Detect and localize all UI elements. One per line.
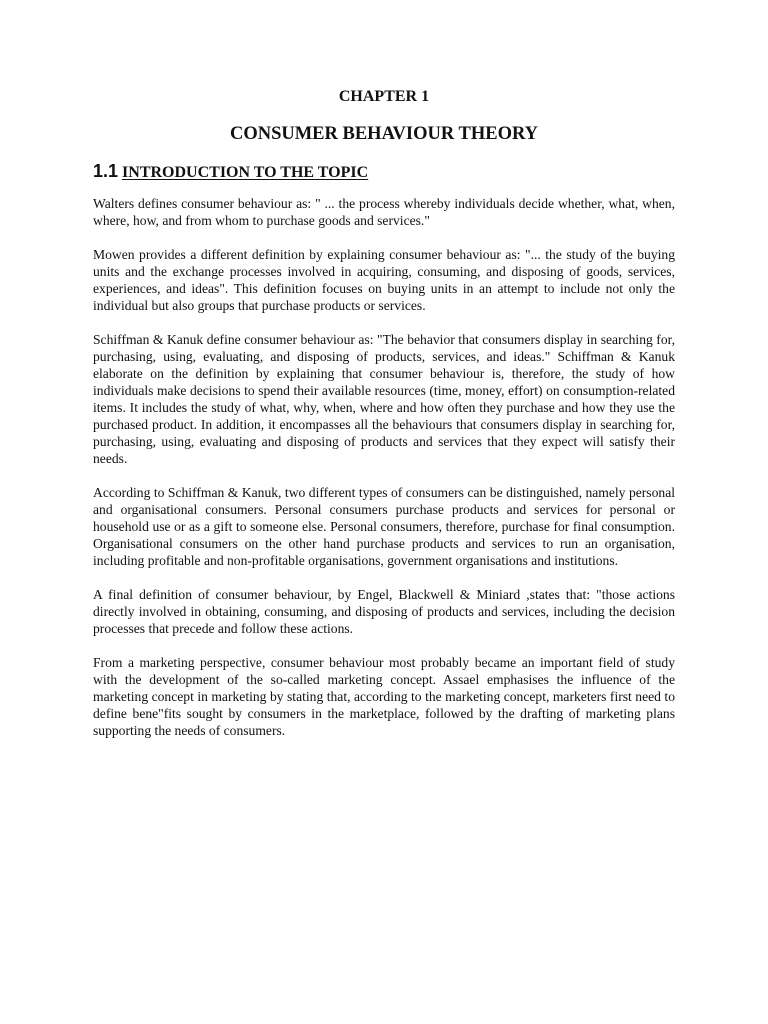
paragraph: Walters defines consumer behaviour as: " ... the process whereby individuals decide whether, what, when, where, how, and from whom to purchase goods and services." [93, 196, 675, 228]
paragraph: According to Schiffman & Kanuk, two different types of consumers can be distinguished, namely personal and organisational consumers. Personal consumers purchase products and services for personal or household use or as a gift to someone else. Personal consumers, therefore, purchase for final consumption. Organisational consumers on the other hand purchase products and services to run an organisation, including profitable and non-profitable organisations, government organisations and institutions. [93, 485, 675, 568]
paragraph: Mowen provides a different definition by explaining consumer behaviour as: "... the study of the buying units and the exchange processes involved in acquiring, consuming, and disposing of goods, services, experiences, and ideas". This definition focuses on buying units in an attempt to include not only the individual but also groups that purchase products or services. [93, 247, 675, 313]
paragraph: From a marketing perspective, consumer behaviour most probably became an important field of study with the development of the so-called marketing concept. Assael emphasises the influence of the marketing concept in marketing by stating that, according to the marketing concept, marketers first need to define bene"fits sought by consumers in the marketplace, followed by the drafting of marketing plans supporting the needs of consumers. [93, 655, 675, 738]
body-text [93, 195, 675, 756]
paragraph: Schiffman & Kanuk define consumer behaviour as: "The behavior that consumers display in searching for, purchasing, using, evaluating, and disposing of products, services, and ideas." Schiffman & Kanuk elaborate on the definition by explaining that consumer behaviour is, therefore, the study of how individuals make decisions to spend their available resources (time, money, effort) on consumption-related items. It includes the study of what, why, when, where and how often they purchase and how they use the purchased product. In addition, it encompasses all the behaviours that consumers display in searching for, purchasing, using, evaluating and disposing of products and services that they expect will satisfy their needs. [93, 332, 675, 466]
section-number: 1.1 [93, 161, 119, 181]
chapter-title: CONSUMER BEHAVIOUR THEORY [229, 124, 539, 144]
section-heading [93, 160, 368, 184]
section-title: INTRODUCTION TO THE TOPIC [122, 164, 369, 181]
paragraph: A final definition of consumer behaviour, by Engel, Blackwell & Miniard ,states that: "those actions directly involved in obtaining, consuming, and disposing of products and services, including the decision processes that precede and follow these actions. [93, 587, 675, 636]
chapter-heading: CHAPTER 1 [338, 88, 430, 105]
